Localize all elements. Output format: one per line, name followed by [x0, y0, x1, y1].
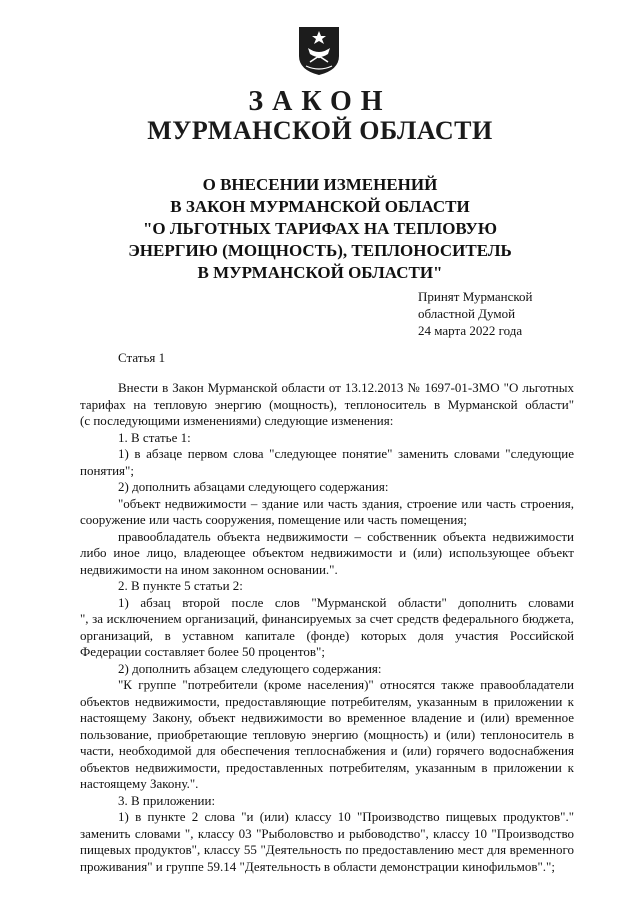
- body-line: 2) дополнить абзацами следующего содержания:: [118, 479, 389, 494]
- body-line: заменить словами ", классу 03 "Рыболовство и рыбоводство", классу 10 "Производство: [80, 825, 574, 841]
- body-line: объектов недвижимости, предоставленных потребителям, указанным в приложении к: [80, 759, 574, 775]
- body-line: 1) абзац второй после слов "Мурманской области" дополнить словами: [118, 594, 574, 610]
- adoption-note: [418, 288, 533, 339]
- body-line: недвижимости на ином законном основании.".: [80, 561, 338, 577]
- body-line: Федерации составляет более 50 процентов";: [80, 644, 325, 659]
- law-subtitle: [0, 174, 640, 284]
- subtitle-line: В ЗАКОН МУРМАНСКОЙ ОБЛАСТИ: [170, 197, 470, 216]
- body-line: либо иное лицо, владеющее объектом недвижимости и (или) использующее объект: [80, 545, 574, 560]
- body-line: "К группе "потребители (кроме населения)" относятся также правообладатели: [118, 677, 574, 692]
- subtitle-line: В МУРМАНСКОЙ ОБЛАСТИ": [197, 263, 443, 282]
- subtitle-line: "О ЛЬГОТНЫХ ТАРИФАХ НА ТЕПЛОВУЮ: [142, 219, 498, 238]
- adoption-line: областной Думой: [418, 306, 516, 321]
- article-body: [80, 380, 574, 875]
- body-line: части, необходимой для обеспечения теплоснабжения и (или) горячего водоснабжения: [80, 743, 574, 758]
- body-line: пользование, приобретающие тепловую энергию (мощность) и (или) теплоноситель в: [80, 726, 574, 742]
- adoption-date: 24 марта 2022 года: [418, 323, 523, 338]
- body-line: 1) в пункте 2 слова "и (или) классу 10 "Производство пищевых продуктов".": [118, 809, 574, 824]
- body-line: 3. В приложении:: [118, 792, 216, 808]
- body-line: правообладатель объекта недвижимости – собственник объекта недвижимости: [118, 528, 574, 544]
- body-line: 2. В пункте 5 статьи 2:: [118, 578, 243, 593]
- region-title: МУРМАНСКОЙ ОБЛАСТИ: [147, 116, 493, 145]
- subtitle-line: ЭНЕРГИЮ (МОЩНОСТЬ), ТЕПЛОНОСИТЕЛЬ: [128, 241, 512, 260]
- body-line: сооружение или часть сооружения, помещение или часть помещения;: [80, 512, 467, 527]
- subtitle-line: О ВНЕСЕНИИ ИЗМЕНЕНИЙ: [202, 175, 438, 194]
- article-heading: Статья 1: [118, 350, 166, 365]
- body-line: настоящему Закону.".: [80, 776, 199, 791]
- body-line: понятия";: [80, 462, 134, 478]
- body-line: тарифах на тепловую энергию (мощность), теплоноситель в Мурманской области": [80, 396, 574, 412]
- body-line: ", за исключением организаций, финансируемых за счет средств федерального бюджета,: [80, 611, 574, 626]
- body-line: организаций, в уставном капитале (фонде) которых доля участия Российской: [80, 627, 574, 643]
- body-line: "объект недвижимости – здание или часть здания, строение или часть строения,: [118, 495, 574, 511]
- body-line: Внести в Закон Мурманской области от 13.12.2013 № 1697-01-ЗМО "О льготных: [118, 380, 574, 395]
- law-title: ЗАКОН: [248, 86, 392, 117]
- body-line: 1. В статье 1:: [118, 429, 191, 445]
- coat-of-arms-icon: [298, 26, 340, 76]
- body-line: 2) дополнить абзацем следующего содержания:: [118, 660, 382, 676]
- body-line: объектов недвижимости, предоставляющие потребителям, указанным в приложении к: [80, 693, 574, 709]
- body-line: 1) в абзаце первом слова "следующее понятие" заменить словами "следующие: [118, 446, 574, 461]
- body-line: пищевых продуктов", классу 55 "Деятельность по предоставлению мест для временного: [80, 842, 574, 857]
- body-line: (с последующими изменениями) следующие изменения:: [80, 413, 394, 428]
- adoption-line: Принят Мурманской: [418, 289, 533, 304]
- body-line: настоящему Закону, объект недвижимости во временное владение и (или) временное: [80, 710, 574, 725]
- body-line: проживания" и группе 59.14 "Деятельность в области демонстрации кинофильмов".";: [80, 858, 555, 874]
